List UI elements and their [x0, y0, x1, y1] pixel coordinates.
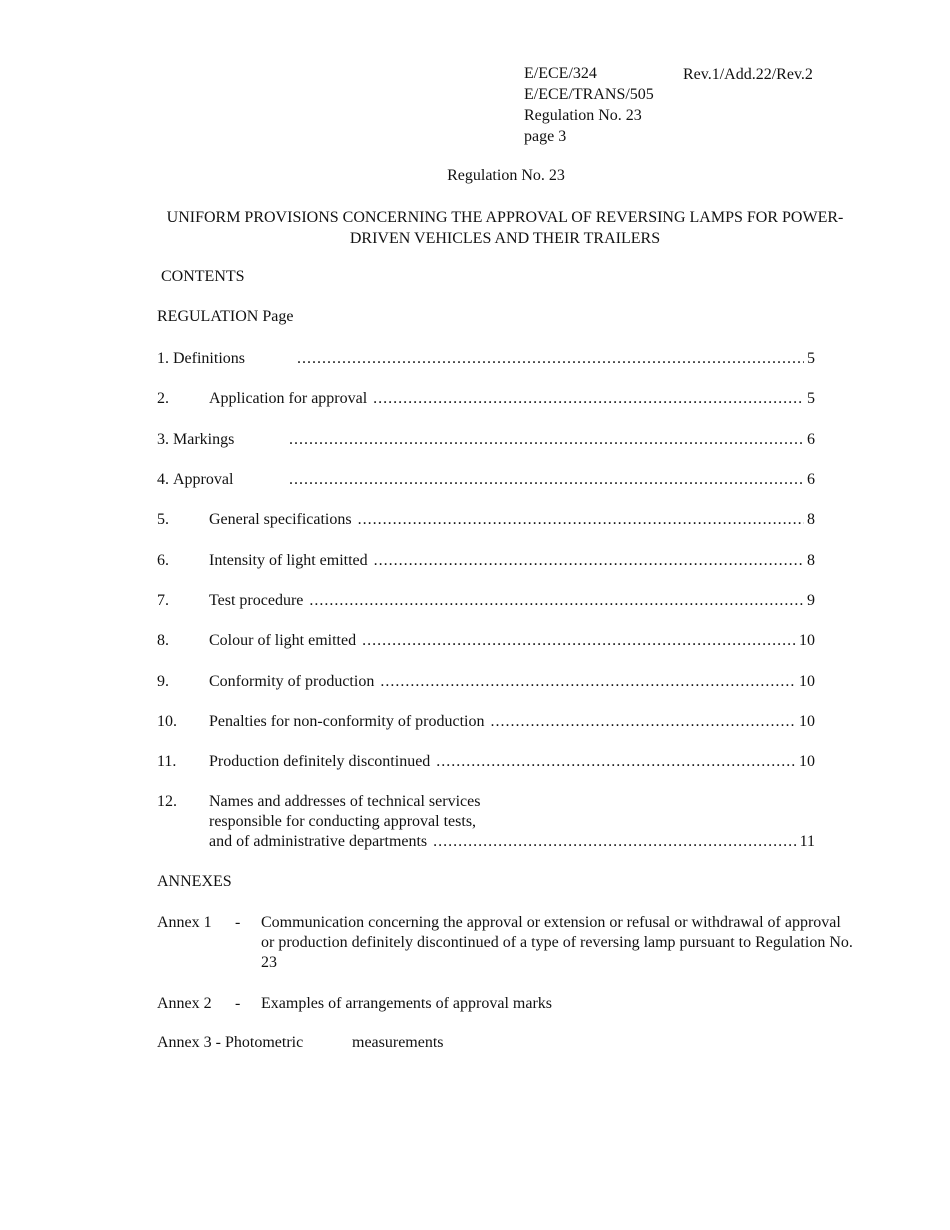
toc-page: 11	[799, 833, 815, 850]
toc-title: Application for approval	[209, 390, 368, 407]
toc-page: 5	[807, 390, 815, 407]
annex-3	[157, 1034, 444, 1052]
toc-page: 9	[807, 592, 815, 609]
symbol-line: Regulation No. 23	[524, 107, 642, 124]
annex-label: Annex 3 - Photometric	[157, 1034, 304, 1051]
toc-page: 10	[799, 673, 815, 690]
toc-title-line: Names and addresses of technical services	[209, 793, 481, 810]
dot-leader	[374, 552, 804, 570]
toc-title-line: and of administrative departments	[209, 833, 428, 850]
toc-title: General specifications	[209, 511, 352, 528]
dot-leader	[358, 511, 804, 529]
toc-entry-production-discontinued	[157, 750, 815, 771]
annex-label: Annex 1	[157, 914, 212, 931]
toc-number: 10.	[157, 713, 177, 730]
toc-entry-colour	[157, 629, 815, 650]
toc-number: 11.	[157, 753, 177, 770]
toc-page: 8	[807, 552, 815, 569]
toc-page: 10	[799, 632, 815, 649]
symbol-line: E/ECE/324	[524, 65, 597, 82]
toc-entry-approval	[157, 468, 815, 489]
toc-number: 5.	[157, 511, 169, 528]
toc-title: Production definitely discontinued	[209, 753, 431, 770]
toc-page: 10	[799, 753, 815, 770]
toc-entry-test-procedure	[157, 589, 815, 610]
toc-number: 1.	[157, 350, 169, 367]
dot-leader	[433, 832, 797, 852]
toc-number: 12.	[157, 793, 177, 810]
annex-dash: -	[235, 995, 241, 1012]
toc-number: 2.	[157, 390, 169, 407]
toc-title: Definitions	[173, 350, 245, 367]
annex-text: Examples of arrangements of approval marks	[261, 995, 553, 1012]
toc-entry-penalties	[157, 710, 815, 731]
toc-number: 8.	[157, 632, 169, 649]
annex-text: measurements	[352, 1034, 444, 1051]
toc-page: 10	[799, 713, 815, 730]
dot-leader	[380, 673, 796, 691]
toc-page: 6	[807, 471, 815, 488]
toc-page: 8	[807, 511, 815, 528]
contents-heading: CONTENTS	[161, 268, 245, 285]
toc-title: Test procedure	[209, 592, 304, 609]
toc-page: 6	[807, 431, 815, 448]
toc-number: 3.	[157, 431, 169, 448]
regulation-page-heading: REGULATION Page	[157, 308, 294, 325]
dot-leader	[373, 390, 804, 408]
annex-text: Communication concerning the approval or extension or refusal or withdrawal of approval or production definitely discontinued of a type of reversing lamp pursuant to Regulation No. 23	[261, 914, 853, 971]
annexes-heading: ANNEXES	[157, 873, 232, 890]
toc-title: Intensity of light emitted	[209, 552, 368, 569]
toc-number: 4.	[157, 471, 169, 488]
toc-number: 9.	[157, 673, 169, 690]
toc-title: Approval	[173, 471, 234, 488]
toc-number: 6.	[157, 552, 169, 569]
toc-entry-markings	[157, 428, 815, 449]
dot-leader	[491, 713, 797, 731]
symbol-line: E/ECE/TRANS/505	[524, 86, 654, 103]
toc-title: Conformity of production	[209, 673, 375, 690]
toc-title-line: responsible for conducting approval tests,	[209, 813, 477, 830]
dot-leader	[289, 471, 804, 489]
toc-entry-application	[157, 387, 815, 408]
dot-leader	[297, 350, 804, 368]
document-symbols	[524, 63, 654, 147]
toc-title: Penalties for non-conformity of production	[209, 713, 485, 730]
toc-entry-intensity	[157, 549, 815, 570]
toc-title: Markings	[173, 431, 235, 448]
toc-title: Colour of light emitted	[209, 632, 357, 649]
toc-entry-conformity	[157, 670, 815, 691]
toc-entry-general-specifications	[157, 508, 815, 529]
annex-dash: -	[235, 914, 241, 931]
dot-leader	[436, 753, 796, 771]
dot-leader	[289, 431, 804, 449]
toc-entry-definitions	[157, 347, 815, 368]
dot-leader	[309, 592, 804, 610]
page-number: page 3	[524, 128, 567, 145]
dot-leader	[362, 632, 796, 650]
revision-label: Rev.1/Add.22/Rev.2	[683, 66, 813, 83]
toc-number: 7.	[157, 592, 169, 609]
regulation-title: Regulation No. 23	[447, 167, 565, 184]
main-title: UNIFORM PROVISIONS CONCERNING THE APPROVAL OF REVERSING LAMPS FOR POWER-DRIVEN VEHICLES AND THEIR TRAILERS	[166, 209, 844, 247]
toc-page: 5	[807, 350, 815, 367]
annex-label: Annex 2	[157, 995, 212, 1012]
